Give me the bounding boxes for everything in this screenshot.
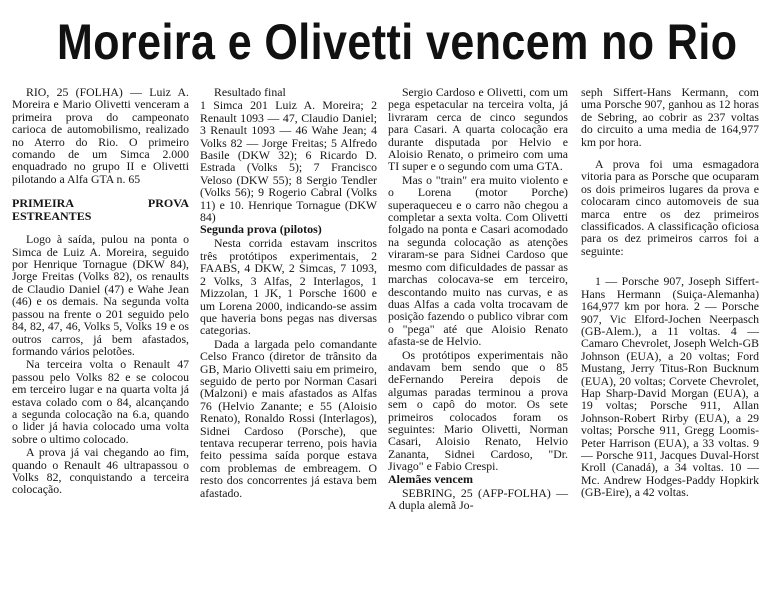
paragraph: Logo à saída, pulou na ponta o Simca de Luiz A. Moreira, seguido por Henrique Tornague (DKW 84), Jorge Freitas (Volks 82), os renaults de Claudio Daniel (47) e Wahe Jean (46) e os demais. Na segunda volta passou na frente o 201 seguido pelo 84, 82, 47, 46, Volks 5, Volks 19 e os outros carros, já bem afastados, formando vários pelotões. [12, 232, 189, 358]
article-column-4 [581, 86, 759, 499]
paragraph: RIO, 25 (FOLHA) — Luiz A. Moreira e Mario Olivetti venceram a primeira prova do campeonato carioca de automobilismo, realizado no Aterro do Rio. O primeiro comando de um Simca 2.000 enquadrado no grupo II e Olivetti pilotando a Alfa GTA n. 65 [12, 85, 189, 186]
headline: Moreira e Olivetti vencem no Rio [56, 14, 738, 70]
paragraph: A prova foi uma esmagadora vitoria para as Porsche que ocuparam os dois primeiros lugares da prova e colocaram cinco automoveis de sua marca entre os dez primeiros classificados. A classificação oficiosa para os dez primeiros carros foi a seguinte: [581, 157, 759, 258]
subheading: PRIMEIRA PROVA ESTREANTES [12, 196, 189, 224]
paragraph: SEBRING, 25 (AFP-FOLHA) — A dupla alemã Jo- [388, 485, 568, 512]
article-column-3 [388, 86, 568, 511]
paragraph: Na terceira volta o Renault 47 passou pelo Volks 82 e se colocou em terceiro lugar e na quarta volta já estava colado com o 84, alcançando a segunda colocação na 6.a, quando o lider já havia colocado uma volta sobre o ultimo colocado. [12, 357, 189, 446]
paragraph: A prova já vai chegando ao fim, quando o Renault 46 ultrapassou o Volks 82, conquistando a terceira colocação. [12, 445, 189, 497]
paragraph: Nesta corrida estavam inscritos três protótipos experimentais, 2 FAABS, 4 DKW, 2 Simcas, 7 1093, 2 Volks, 3 Alfas, 2 Interlagos, 1 Mizzolan, 1 JK, 1 Porsche 1600 e um Lorena 2000, indicando-se assim que haveria bons pegas nas diversas categorias. [200, 236, 377, 338]
subheading: Alemães vencem [388, 471, 473, 486]
article-column-2 [200, 86, 377, 499]
subheading: Segunda prova (pilotos) [200, 222, 322, 237]
results-heading: Resultado final [214, 85, 286, 99]
paragraph: Mas o "train" era muito violento e o Lorena (motor Porche) superaqueceu e o carro não chegou a completar a sexta volta. Com Olivetti folgado na ponta e Casari acomodado na segunda colocação as atenções viraram-se para Sidnei Cardoso que mesmo com dificuldades de passar as marchas colocava-se em terceiro, descontando muito nas curvas, e as duas Alfas a cada volta trocavam de posição fazendo o publico vibrar com o "pega" até que Aloisio Renato afasta-se de Helvio. [388, 172, 568, 349]
article-column-1 [12, 86, 189, 496]
paragraph: Dada a largada pelo comandante Celso Franco (diretor de trânsito da GB, Mario Olivetti saiu em primeiro, seguido de perto por Norman Casari (Malzoni) e mais afastados as Alfas 76 (Helvio Zanante; e 55 (Aloisio Renato), Ronaldo Rossi (Interlagos), Sidnei Cardoso (Porsche), que tentava recuperar terreno, pois havia feito pessima saída porque estava com problemas de embreagem. O resto dos concorrentes já estava bem afastado. [200, 336, 377, 500]
results-list: 1 — Porsche 907, Joseph Siffert-Hans Hermann (Suiça-Alemanha) 164,977 km por hora. 2 — Porsche 907, Vic Elford-Jochen Neerpasch (GB-Alem.), a 11 voltas. 4 — Camaro Chevrolet, Joseph Welch-GB Johnson (EUA), a 20 voltas; Ford Mustang, Jerry Titus-Ron Bucknum (EUA), 20 voltas; Corvete Chevrolet, Hap Sharp-David Morgan (EUA), a 19 voltas; Porsche 911, Allan Johnson-Robert Rirby (EUA), a 29 voltas; Porsche 911, Gregg Loomis-Peter Harrison (EUA), a 33 voltas. 9 — Porsche 911, Jacques Duval-Horst Kroll (Canadá), a 34 voltas. 10 — Mc. Andrew Hodges-Paddy Hopkirk (GB-Eire), a 42 voltas. [581, 274, 759, 500]
paragraph: 1 Simca 201 Luiz A. Moreira; 2 Renault 1093 — 47, Claudio Daniel; 3 Renault 1093 — 46 Wahe Jean; 4 Volks 82 — Jorge Freitas; 5 Alfredo Basile (DKW 32); 6 Ricardo D. Estrada (Volks 5); 7 Francisco Veloso (DKW 55); 8 Sergio Tendler (Volks 56); 9 Rogerio Cabral (Volks 11) e 10. Henrique Tornague (DKW 84) [200, 98, 377, 225]
paragraph: Sergio Cardoso e Olivetti, com um pega espetacular na terceira volta, já livraram cerca de cinco segundos para Casari. A quarta colocação era durante disputada por Helvio e Aloisio Renato, o primeiro com uma TI super e o segundo com uma GTA. [388, 85, 568, 174]
paragraph: seph Siffert-Hans Kermann, com uma Porsche 907, ganhou as 12 horas de Sebring, ao cobrir as 237 voltas do circuito a uma media de 164,977 km por hora. [581, 85, 759, 149]
paragraph: Os protótipos experimentais não andavam bem sendo que o 85 deFernando Pereira depois de algumas paradas terminou a prova sem o capô do motor. Os sete primeiros colocados foram os seguintes: Mario Olivetti, Norman Casari, Aloisio Renato, Helvio Zananta, Sidnei Cardoso, "Dr. Jivago" e Fabio Crespi. [388, 347, 568, 474]
